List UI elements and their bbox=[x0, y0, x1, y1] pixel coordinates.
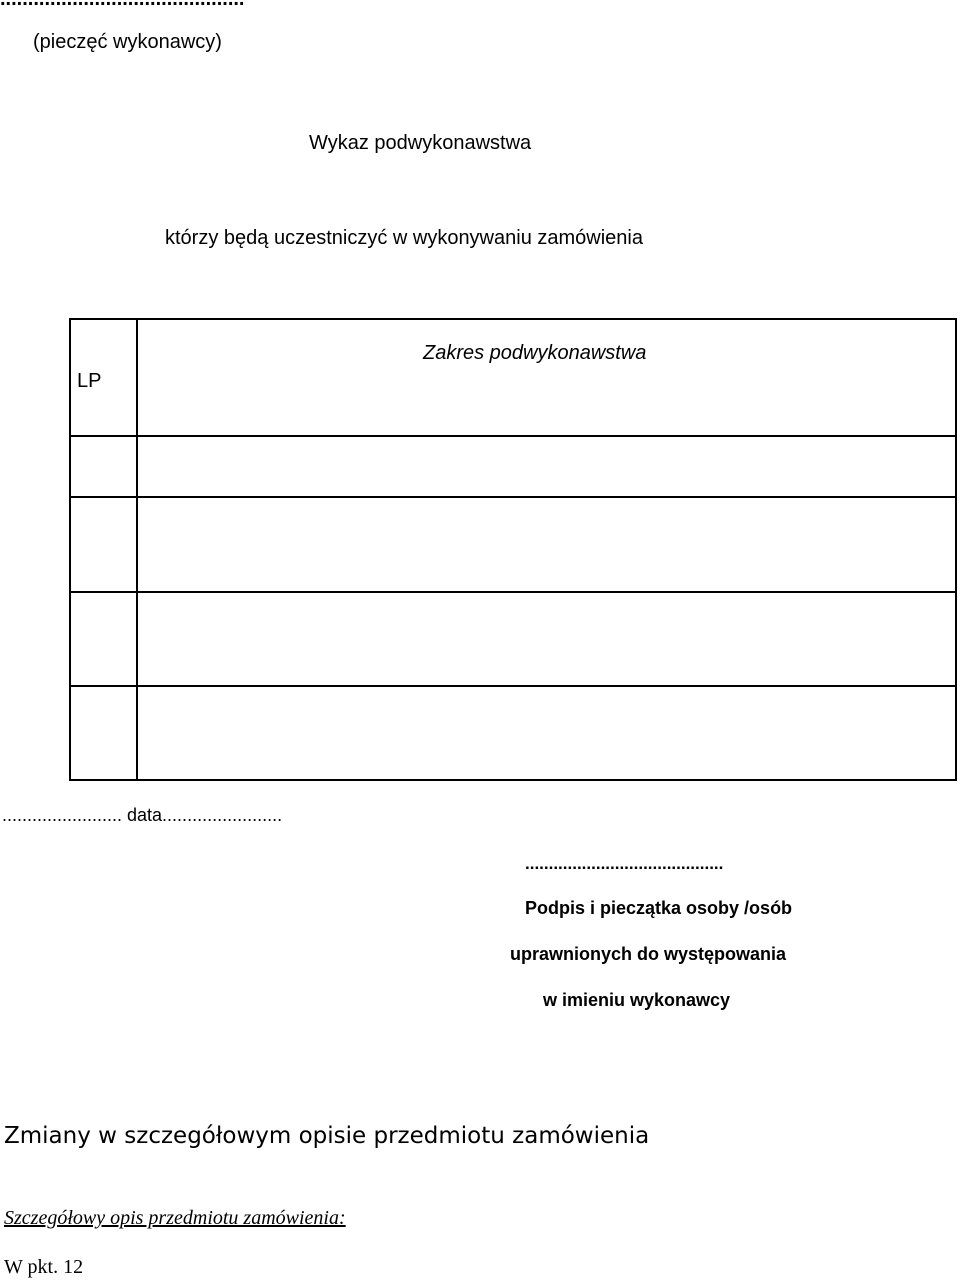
spec-heading: Szczegółowy opis przedmiotu zamówienia: bbox=[4, 1207, 346, 1229]
stamp-label: (pieczęć wykonawcy) bbox=[33, 31, 222, 53]
table-row bbox=[70, 592, 956, 686]
table-header-row bbox=[70, 319, 956, 436]
table-row bbox=[70, 436, 956, 497]
signature-caption-line3: w imieniu wykonawcy bbox=[543, 990, 731, 1010]
lp-cell[interactable] bbox=[70, 497, 137, 592]
scope-cell[interactable] bbox=[137, 592, 956, 686]
signature-dots: .......................................... bbox=[525, 854, 724, 873]
page-subtitle: którzy będą uczestniczyć w wykonywaniu zamówienia bbox=[165, 227, 643, 249]
scope-cell[interactable] bbox=[137, 686, 956, 780]
signature-caption-line1: Podpis i pieczątka osoby /osób bbox=[525, 898, 793, 918]
page-title: Wykaz podwykonawstwa bbox=[309, 132, 532, 154]
subcontracting-table bbox=[69, 318, 957, 781]
signature-caption-line2: uprawnionych do występowania bbox=[510, 944, 787, 964]
lp-cell[interactable] bbox=[70, 592, 137, 686]
changes-heading: Zmiany w szczegółowym opisie przedmiotu zamówienia bbox=[4, 1123, 650, 1149]
point-label: W pkt. 12 bbox=[4, 1256, 84, 1278]
scope-cell[interactable] bbox=[137, 497, 956, 592]
lp-cell[interactable] bbox=[70, 436, 137, 497]
lp-cell[interactable] bbox=[70, 686, 137, 780]
table-row bbox=[70, 497, 956, 592]
lp-header: LP bbox=[70, 319, 137, 436]
top-dots bbox=[0, 0, 245, 11]
scope-cell[interactable] bbox=[137, 436, 956, 497]
table-row bbox=[70, 686, 956, 780]
date-line: ........................ data........................ bbox=[2, 805, 283, 825]
scope-header: Zakres podwykonawstwa bbox=[137, 319, 956, 436]
